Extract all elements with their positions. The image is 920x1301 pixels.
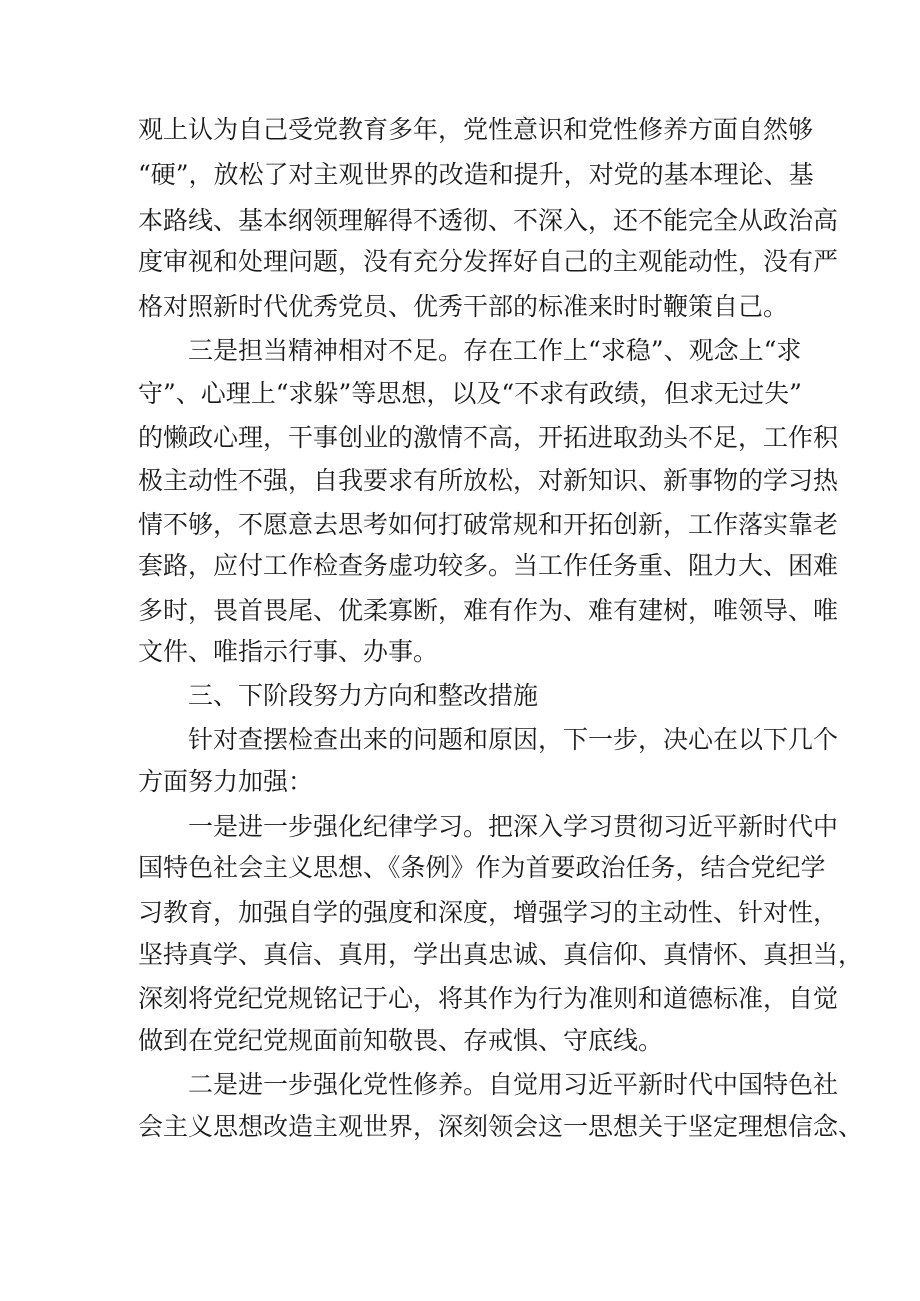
text-line: 情不够，不愿意去思考如何打破常规和开拓创新，工作落实靠老 — [138, 510, 839, 539]
text-line: 多时，畏首畏尾、优柔寡断，难有作为、难有建树，唯领导、唯 — [138, 596, 839, 625]
text-line: 格对照新时代优秀党员、优秀干部的标准来时时鞭策自己。 — [138, 292, 789, 321]
text-line: 观上认为自己受党教育多年，党性意识和党性修养方面自然够 — [138, 115, 814, 144]
text-line: 做到在党纪党规面前知敬畏、存戒惧、守底线。 — [138, 1026, 664, 1055]
text-line: 套路，应付工作检查务虚功较多。当工作任务重、阻力大、困难 — [138, 551, 839, 580]
text-line: 度审视和处理问题，没有充分发挥好自己的主观能动性，没有严 — [138, 247, 839, 276]
text-line: 文件、唯指示行事、办事。 — [138, 637, 439, 666]
text-line: 的懒政心理，干事创业的激情不高，开拓进取劲头不足，工作积 — [138, 423, 839, 452]
text-line: 会主义思想改造主观世界，深刻领会这一思想关于坚定理想信念、 — [138, 1112, 864, 1141]
text-line: 本路线、基本纲领理解得不透彻、不深入，还不能完全从政治高 — [138, 206, 839, 235]
paragraph-first-line: 一是进一步强化纪律学习。把深入学习贯彻习近平新时代中 — [188, 812, 839, 841]
paragraph-first-line: 三是担当精神相对不足。存在工作上“求稳”、观念上“求 — [188, 336, 802, 365]
paragraph-first-line: 二是进一步强化党性修养。自觉用习近平新时代中国特色社 — [188, 1070, 839, 1099]
text-line: 方面努力加强： — [138, 767, 314, 796]
text-line: 习教育，加强自学的强度和深度，增强学习的主动性、针对性， — [138, 898, 839, 927]
text-line: 极主动性不强，自我要求有所放松，对新知识、新事物的学习热 — [138, 466, 839, 495]
section-heading: 三、下阶段努力方向和整改措施 — [188, 681, 539, 710]
text-line: 国特色社会主义思想、《条例》作为首要政治任务，结合党纪学 — [138, 853, 826, 882]
text-line: “硬”，放松了对主观世界的改造和提升，对党的基本理论、基 — [138, 160, 814, 189]
paragraph-first-line: 针对查摆检查出来的问题和原因，下一步，决心在以下几个 — [188, 725, 839, 754]
text-line: 守”、心理上“求躲”等思想，以及“不求有政绩，但求无过失” — [138, 379, 802, 408]
text-line: 深刻将党纪党规铭记于心，将其作为行为准则和道德标准，自觉 — [138, 984, 839, 1013]
text-line: 坚持真学、真信、真用，学出真忠诚、真信仰、真情怀、真担当， — [138, 940, 864, 969]
